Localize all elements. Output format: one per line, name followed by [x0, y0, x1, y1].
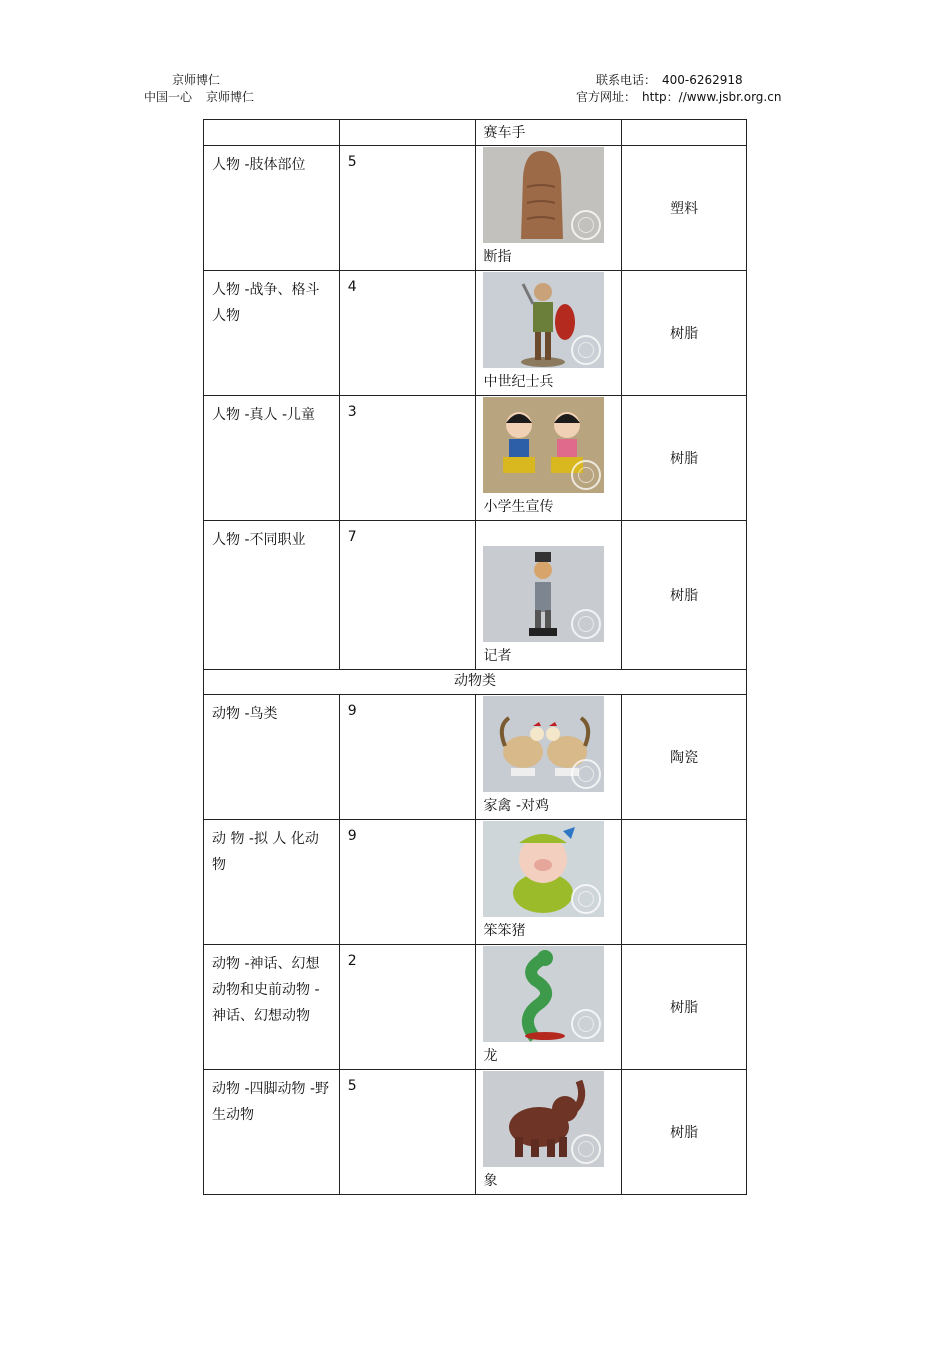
header-phone — [596, 72, 743, 89]
watermark-seal — [571, 1009, 601, 1039]
photo-caption: 龙 — [483, 1048, 498, 1064]
photo-cell — [475, 945, 622, 1070]
photo-caption: 笨笨猪 — [483, 923, 526, 939]
material-cell — [622, 820, 747, 945]
photo-caption: 小学生宣传 — [483, 499, 554, 515]
count-cell: 7 — [339, 521, 475, 670]
material-cell: 树脂 — [622, 396, 747, 521]
watermark-seal — [571, 460, 601, 490]
watermark-seal — [571, 210, 601, 240]
count-cell: 5 — [339, 1070, 475, 1195]
header-slogan — [144, 89, 254, 106]
table-row — [204, 396, 747, 521]
category-cell: 动 物 -拟 人 化动物 — [204, 820, 340, 945]
count-cell: 2 — [339, 945, 475, 1070]
material-cell: 树脂 — [622, 945, 747, 1070]
table-row — [204, 945, 747, 1070]
photo-cell — [475, 271, 622, 396]
count-cell: 3 — [339, 396, 475, 521]
watermark-seal — [571, 759, 601, 789]
material-cell: 塑料 — [622, 146, 747, 271]
count-cell: 9 — [339, 820, 475, 945]
photo-cell — [475, 396, 622, 521]
photo-cell — [475, 1070, 622, 1195]
category-cell: 人物 -不同职业 — [204, 521, 340, 670]
count-cell: 4 — [339, 271, 475, 396]
section-row — [204, 670, 747, 695]
category-cell: 动物 -神话、幻想动物和史前动物 -神话、幻想动物 — [204, 945, 340, 1070]
photo-caption: 断指 — [483, 249, 512, 265]
elephant-photo — [483, 1071, 604, 1167]
category-cell: 人物 -肢体部位 — [204, 146, 340, 271]
category-cell: 动物 -鸟类 — [204, 695, 340, 820]
watermark-seal — [571, 884, 601, 914]
rooster-pair-photo — [483, 696, 604, 792]
table-row — [204, 521, 747, 670]
material-cell: 陶瓷 — [622, 695, 747, 820]
table-row — [204, 695, 747, 820]
photo-caption: 象 — [483, 1173, 498, 1189]
dragon-photo — [483, 946, 604, 1042]
photo-caption: 中世纪士兵 — [483, 374, 554, 390]
photo-caption: 家禽 -对鸡 — [483, 798, 550, 814]
watermark-seal — [571, 1134, 601, 1164]
table-row — [204, 820, 747, 945]
photo-caption: 记者 — [483, 648, 512, 664]
photo-cell — [475, 146, 622, 271]
schoolchildren-photo — [483, 397, 604, 493]
header-website-label: 官方网址： — [576, 90, 637, 104]
material-cell: 树脂 — [622, 271, 747, 396]
table-row-top — [204, 120, 747, 146]
photo-cell — [475, 820, 622, 945]
count-cell: 5 — [339, 146, 475, 271]
broken-finger-photo — [483, 147, 604, 243]
header-website-url: http：//www.jsbr.org.cn — [642, 90, 782, 104]
medieval-soldier-photo — [483, 272, 604, 368]
header-slogan-1: 中国一心 — [144, 90, 193, 104]
toy-catalog-table — [203, 119, 747, 1195]
category-cell: 人物 -战争、格斗人物 — [204, 271, 340, 396]
table-row — [204, 1070, 747, 1195]
category-cell: 动物 -四脚动物 -野生动物 — [204, 1070, 340, 1195]
material-cell: 树脂 — [622, 521, 747, 670]
material-cell: 树脂 — [622, 1070, 747, 1195]
header-phone-number: 400-6262918 — [662, 73, 743, 87]
header-org-name: 京师博仁 — [172, 73, 221, 87]
watermark-seal — [571, 609, 601, 639]
header-slogan-2: 京师博仁 — [206, 90, 255, 104]
reporter-photo — [483, 546, 604, 642]
header-website — [576, 89, 781, 106]
table-row — [204, 146, 747, 271]
photo-cell — [475, 521, 622, 670]
header-phone-label: 联系电话： — [596, 73, 657, 87]
photo-cell — [475, 695, 622, 820]
cartoon-pig-photo — [483, 821, 604, 917]
top-row-caption: 赛车手 — [475, 120, 622, 146]
table-row — [204, 271, 747, 396]
count-cell: 9 — [339, 695, 475, 820]
category-cell: 人物 -真人 -儿童 — [204, 396, 340, 521]
watermark-seal — [571, 335, 601, 365]
section-title-animals: 动物类 — [204, 670, 747, 695]
